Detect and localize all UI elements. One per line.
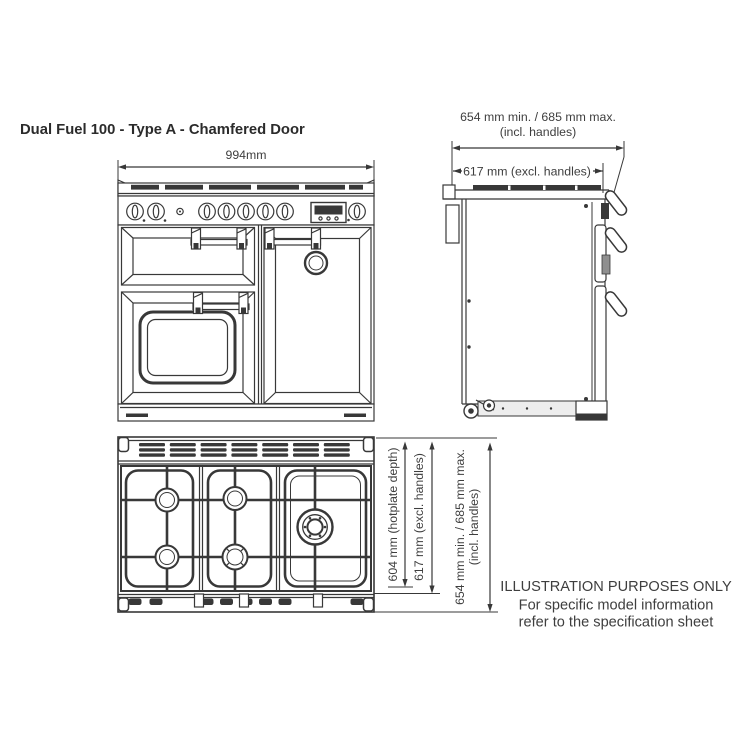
side-depth-incl-dimension — [452, 110, 624, 196]
grill-door — [122, 228, 255, 286]
rear-wheel — [464, 404, 478, 418]
control-knob — [218, 203, 235, 220]
lower-door-edge — [595, 286, 606, 404]
control-knob — [257, 203, 274, 220]
control-knob — [277, 203, 294, 220]
side-base — [464, 400, 607, 420]
front-width-label: 994mm — [225, 148, 267, 162]
burner-centre-back — [224, 487, 247, 510]
control-knob — [127, 203, 144, 220]
top-depth-dimensions — [374, 438, 498, 612]
corner-post — [364, 438, 374, 452]
top-view — [118, 437, 498, 612]
side-depth-incl-note: (incl. handles) — [499, 125, 577, 139]
handle-bracket — [239, 293, 248, 314]
right-oven-door — [264, 228, 371, 404]
corner-post — [119, 598, 129, 611]
front-hob-rail — [118, 180, 374, 196]
side-handle — [603, 290, 628, 318]
front-width-dimension — [118, 148, 374, 183]
wok-burner — [298, 510, 333, 545]
page-title: Dual Fuel 100 - Type A - Chamfered Door — [20, 122, 305, 138]
burner-centre-front — [223, 545, 248, 570]
side-view — [443, 110, 629, 420]
corner-post — [364, 598, 374, 611]
disclaimer-line1: ILLUSTRATION PURPOSES ONLY — [500, 579, 732, 595]
front-view — [118, 148, 374, 421]
front-control-panel — [118, 196, 374, 225]
rear-wheel — [484, 400, 495, 411]
control-knob — [349, 203, 366, 220]
control-knob — [148, 203, 165, 220]
control-knob — [238, 203, 255, 220]
burner-left-back — [156, 489, 179, 512]
side-handle — [603, 226, 628, 254]
disclaimer — [500, 579, 732, 631]
disclaimer-line3: refer to the specification sheet — [518, 614, 714, 631]
handle-bracket — [265, 228, 274, 249]
front-plinth — [118, 404, 374, 421]
rear-bracket — [446, 205, 459, 243]
burner-left-front — [156, 546, 179, 569]
vent-slots — [139, 443, 350, 457]
handle-bracket — [312, 228, 321, 249]
top-depth-incl-note: (incl. handles) — [467, 488, 481, 566]
disclaimer-line2: For specific model information — [518, 597, 714, 614]
corner-post — [119, 438, 129, 452]
handle-bracket — [194, 293, 203, 314]
clock-display — [311, 203, 346, 223]
side-cooker-drawing — [443, 185, 629, 420]
handle-bracket — [192, 228, 201, 249]
top-depth-excl-label: 617 mm (excl. handles) — [412, 453, 426, 581]
hotplate-depth-label: 604 mm (hotplate depth) — [386, 447, 400, 582]
top-depth-incl-label: 654 mm min. / 685 mm max. — [453, 449, 467, 605]
handle-bracket — [237, 228, 246, 249]
front-body — [118, 225, 374, 404]
control-knob — [199, 203, 216, 220]
side-depth-incl-label: 654 mm min. / 685 mm max. — [460, 110, 616, 124]
rear-upstand — [443, 185, 455, 199]
side-depth-excl-label: 617 mm (excl. handles) — [463, 164, 591, 179]
main-oven-door — [122, 292, 255, 404]
hob-grate-profile — [473, 185, 601, 191]
